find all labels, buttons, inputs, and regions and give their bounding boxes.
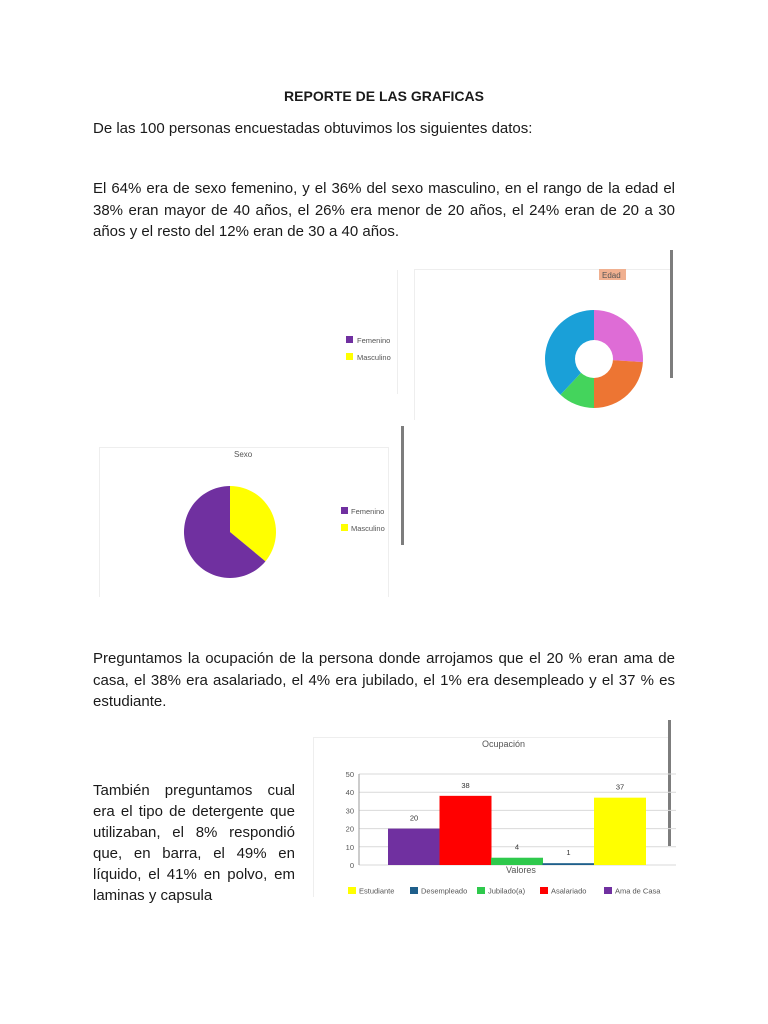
y-tick-label: 0 (349, 861, 354, 870)
legend-swatch (410, 887, 418, 894)
demographics-paragraph: El 64% era de sexo femenino, y el 36% del sexo masculino, en el rango de la edad el 38% eran mayor de 40 años, el 26% era menor de 20 años, el 24% eran de 20 a 30 años y el resto del 12% eran de 30 a 40 años. (93, 180, 675, 240)
sexo-chart (100, 444, 400, 594)
y-tick-label: 30 (345, 806, 354, 816)
bar-estudiante (594, 798, 646, 865)
legend-label: Jubilado(a) (488, 886, 526, 896)
edad-chart-title: Edad (602, 271, 621, 280)
edad-chart (530, 264, 660, 414)
bar-value-label: 20 (409, 813, 419, 823)
y-tick-label: 50 (345, 770, 354, 779)
report-title: REPORTE DE LAS GRAFICAS (284, 88, 484, 104)
legend-swatch (540, 887, 548, 894)
legend-label: Estudiante (359, 886, 395, 896)
bar-x-axis-label: Valores (506, 865, 536, 875)
crop-line (670, 250, 673, 378)
bar-value-label: 37 (615, 782, 625, 792)
legend-label: Asalariado (551, 886, 587, 896)
bar-value-label: 1 (566, 848, 571, 858)
legend-swatch-femenino (346, 336, 353, 343)
intro-paragraph: De las 100 personas encuestadas obtuvimos los siguientes datos: (93, 120, 533, 137)
legend-swatch (604, 887, 612, 894)
sexo-chart-title: Sexo (234, 450, 253, 459)
bar-amadecasa (388, 829, 440, 865)
bar-desempleado (543, 863, 595, 865)
ocupacion-chart-title: Ocupación (482, 739, 526, 749)
legend-swatch (477, 887, 485, 894)
legend-swatch (348, 887, 356, 894)
occupation-paragraph: Preguntamos la ocupación de la persona donde arrojamos que el 20 % eran ama de casa, el 38% era asalariado, el 4% era jubilado, el 1% era desempleado y el 37 % es estudiante. (93, 650, 675, 710)
legend-swatch-masculino (346, 353, 353, 360)
frame-edge (414, 270, 415, 420)
legend-swatch-masculino (341, 524, 348, 531)
legend-swatch-femenino (341, 507, 348, 514)
donut-hole (575, 340, 613, 378)
legend-label-masculino: Masculino (357, 353, 391, 362)
y-tick-label: 40 (345, 788, 354, 798)
bar-value-label: 38 (461, 780, 470, 790)
legend-label-masculino: Masculino (351, 524, 385, 533)
ocupacion-chart (314, 734, 682, 902)
y-tick-label: 20 (345, 824, 354, 834)
legend-label-femenino: Femenino (357, 336, 391, 345)
crop-line (401, 426, 404, 545)
bar-jubiladoa (491, 858, 543, 865)
detergent-paragraph: También preguntamos cual era el tipo de detergente que utilizaban, el 8% respondió que, en barra, el 49% en líquido, el 41% en polvo, em laminas y capsula (93, 782, 295, 904)
bar-asalariado (440, 796, 492, 865)
legend-label-femenino: Femenino (351, 507, 385, 516)
y-tick-label: 10 (345, 842, 354, 852)
bar-value-label: 4 (514, 842, 520, 852)
legend-label: Desempleado (421, 886, 468, 896)
legend-fragment (340, 325, 400, 365)
legend-label: Ama de Casa (615, 886, 661, 896)
sexo-slices (184, 486, 276, 578)
